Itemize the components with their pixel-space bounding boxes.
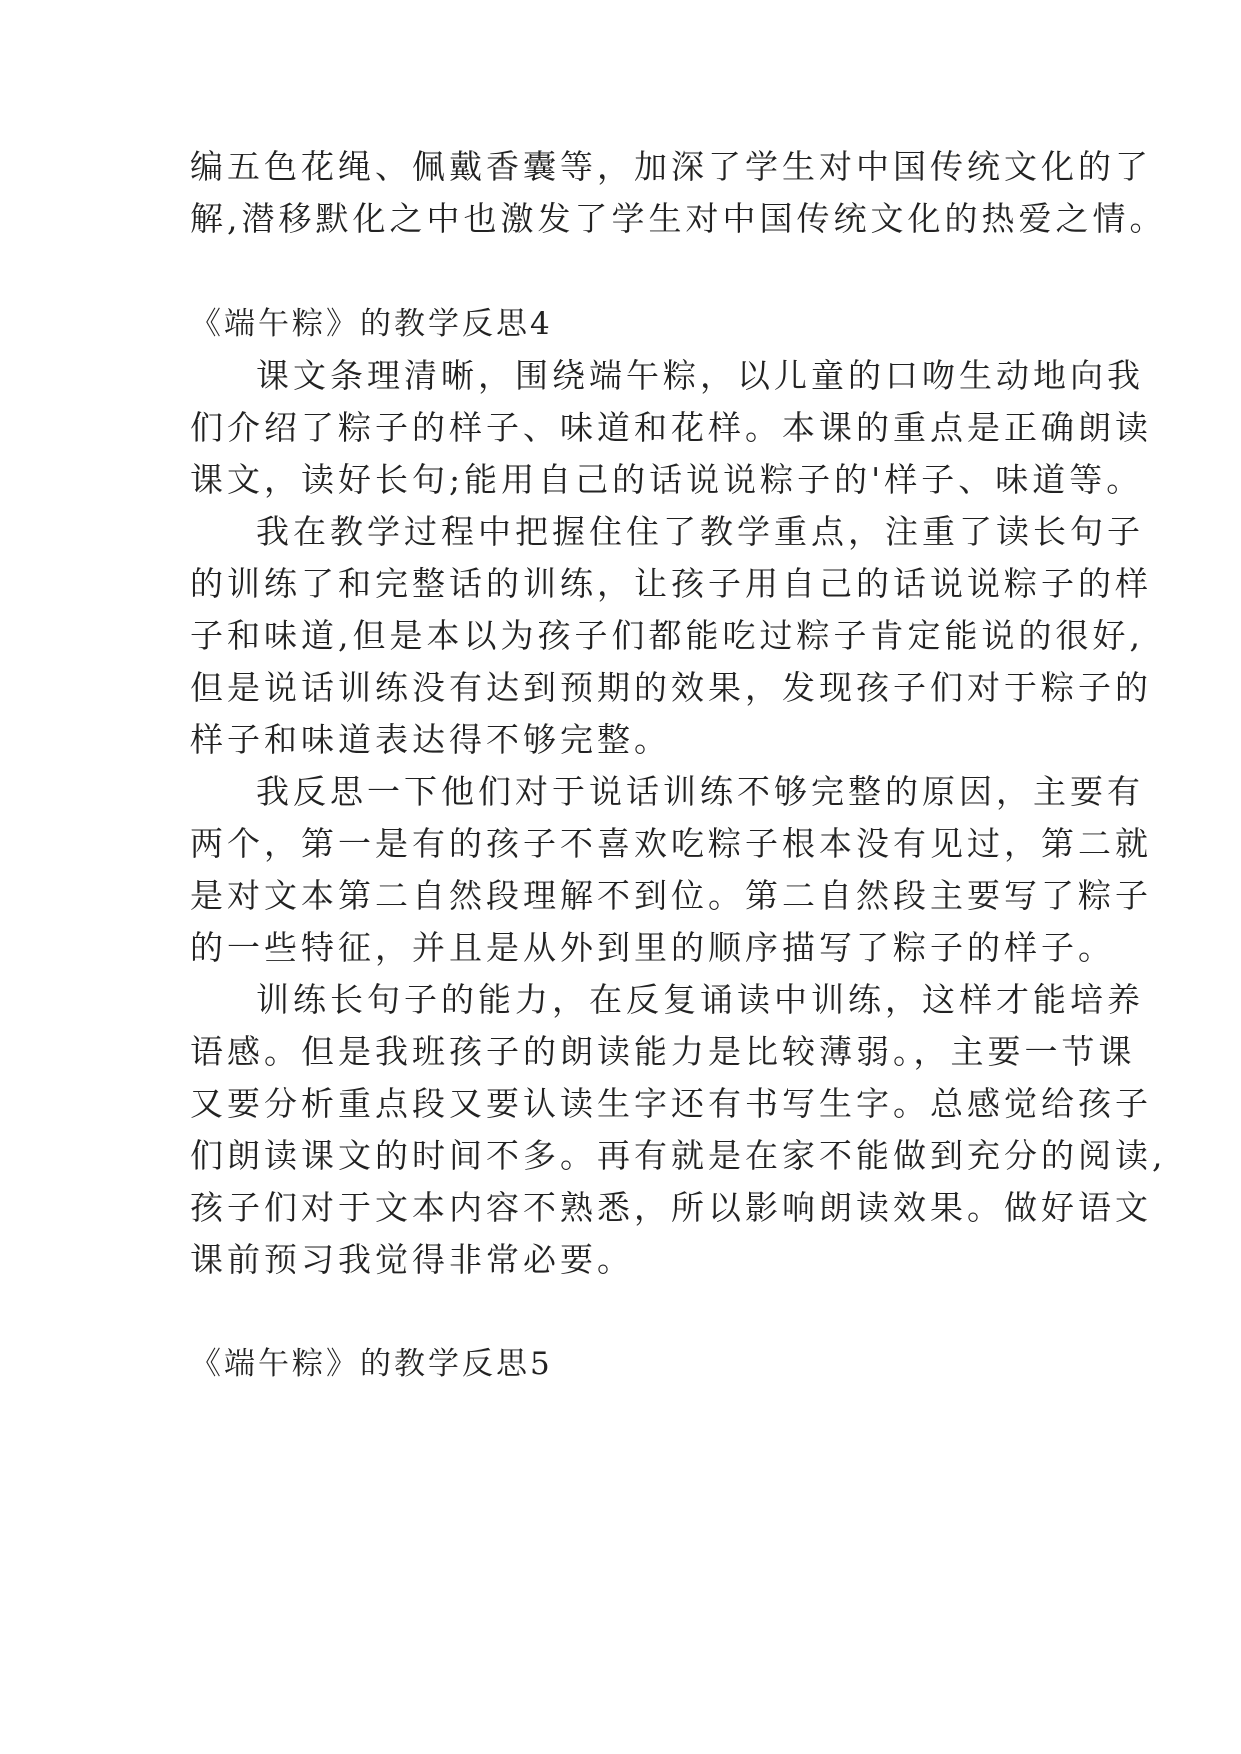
paragraph-line: 们介绍了粽子的样子、味道和花样。本课的重点是正确朗读: [190, 408, 1152, 447]
paragraph-line: 子和味道,但是本以为孩子们都能吃过粽子肯定能说的很好,: [190, 616, 1144, 655]
section-title: 《端午粽》的教学反思5: [190, 1346, 553, 1382]
paragraph-line: 语感。但是我班孩子的朗读能力是比较薄弱。，主要一节课: [190, 1032, 1136, 1071]
paragraph-line: 孩子们对于文本内容不熟悉，所以影响朗读效果。做好语文: [190, 1188, 1152, 1227]
paragraph-line: 课文条理清晰，围绕端午粽，以儿童的口吻生动地向我: [256, 356, 1144, 395]
paragraph-line: 两个，第一是有的孩子不喜欢吃粽子根本没有见过，第二就: [190, 824, 1152, 863]
section-title: 《端午粽》的教学反思4: [190, 306, 553, 342]
paragraph-line: 样子和味道表达得不够完整。: [190, 720, 671, 759]
paragraph-line: 课文，读好长句;能用自己的话说说粽子的'样子、味道等。: [190, 460, 1144, 499]
paragraph-line: 但是说话训练没有达到预期的效果，发现孩子们对于粽子的: [190, 668, 1152, 707]
paragraph-line: 的训练了和完整话的训练，让孩子用自己的话说说粽子的样: [190, 564, 1152, 603]
paragraph-line: 我反思一下他们对于说话训练不够完整的原因，主要有: [256, 772, 1144, 811]
paragraph-line: 编五色花绳、佩戴香囊等，加深了学生对中国传统文化的了: [190, 147, 1152, 186]
paragraph-line: 课前预习我觉得非常必要。: [190, 1240, 634, 1279]
paragraph-line: 解,潜移默化之中也激发了学生对中国传统文化的热爱之情。: [190, 199, 1167, 238]
paragraph-line: 的一些特征，并且是从外到里的顺序描写了粽子的样子。: [190, 928, 1115, 967]
paragraph-line: 们朗读课文的时间不多。再有就是在家不能做到充分的阅读,: [190, 1136, 1167, 1175]
paragraph-line: 训练长句子的能力，在反复诵读中训练，这样才能培养: [256, 980, 1144, 1019]
paragraph-line: 是对文本第二自然段理解不到位。第二自然段主要写了粽子: [190, 876, 1152, 915]
paragraph-line: 我在教学过程中把握住住了教学重点，注重了读长句子: [256, 512, 1144, 551]
document-page: [190, 0, 1167, 1754]
paragraph-line: 又要分析重点段又要认读生字还有书写生字。总感觉给孩子: [190, 1084, 1152, 1123]
